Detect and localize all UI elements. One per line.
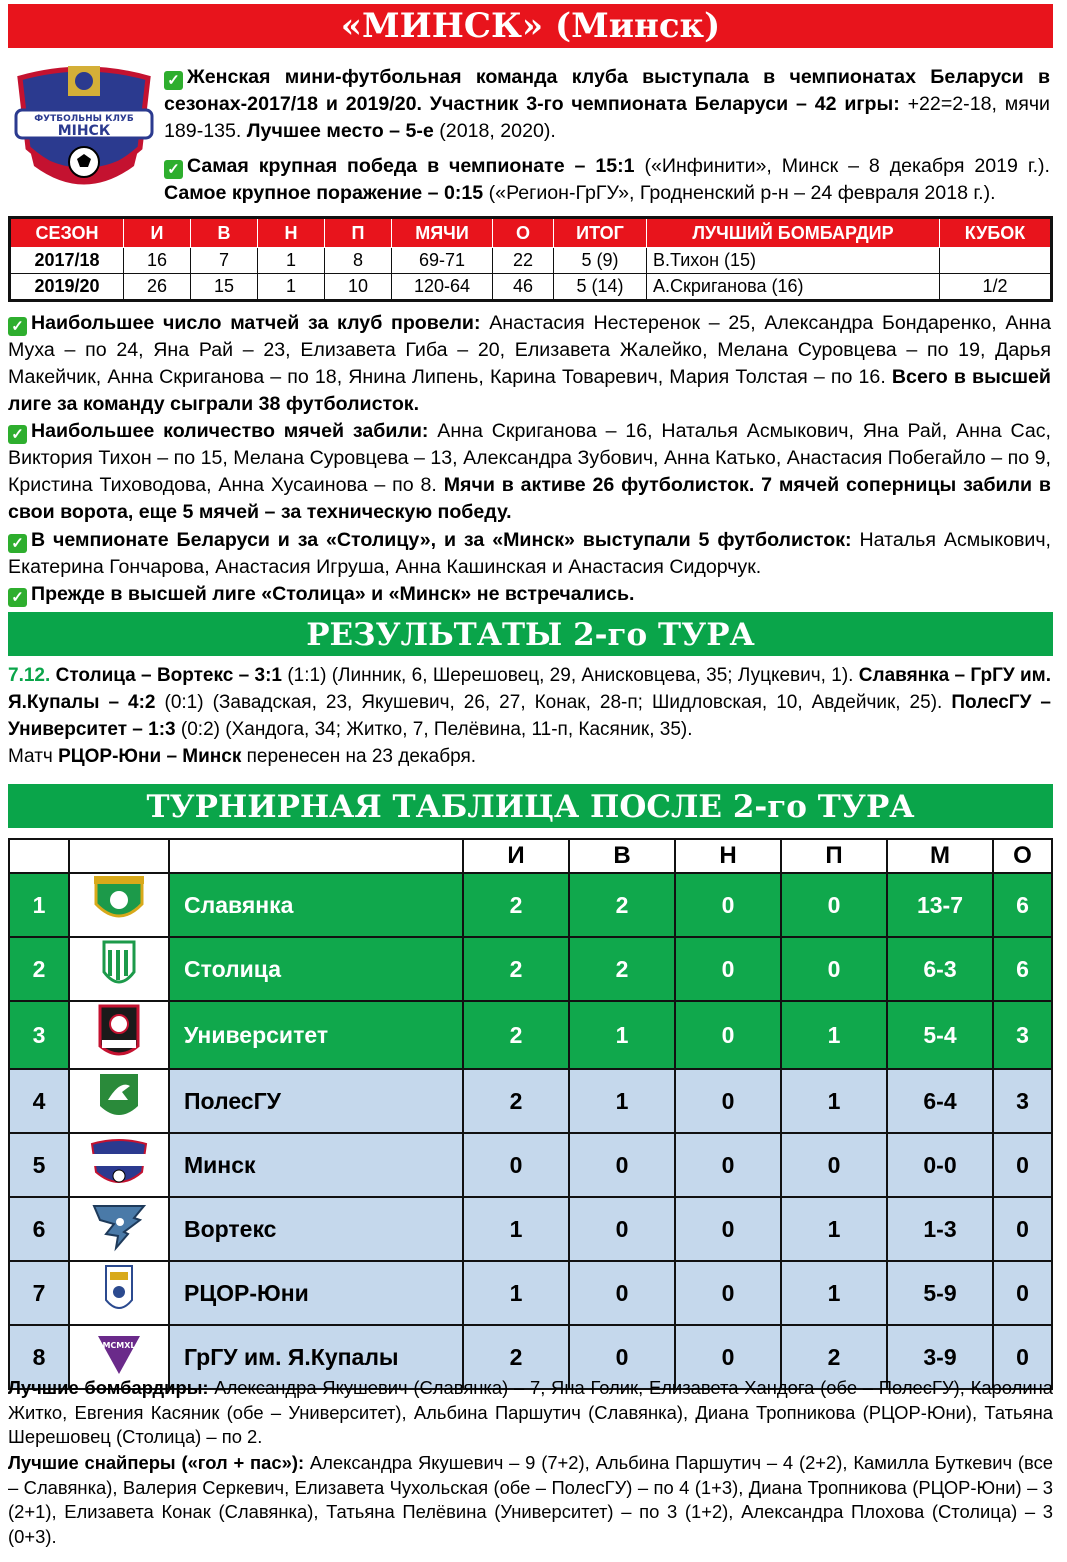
fact-first-meeting: ✓ Прежде в высшей лиге «Столица» и «Минск» не встречались. <box>8 581 1051 608</box>
table-row: 1 Славянка 2 2 0 0 13-7 6 <box>9 873 1052 937</box>
svg-text:MCMXL: MCMXL <box>102 1341 136 1350</box>
table-row: 2017/18 16 7 1 8 69-71 22 5 (9) В.Тихон (15) <box>10 248 1052 274</box>
slavyanka-logo <box>84 874 154 930</box>
fact-goals: ✓ Наибольшее количество мячей забили: Анна Скриганова – 16, Наталья Асмыкович, Яна Рай, Анна Сас, Виктория Тихон – по 15, Мелана Суровцева – 13, Александра Зубович, Анна Катько, Анастасия Побегайло – по 9, Кристина Тиховодова, Анна Хусаинова – по 8. Мячи в активе 26 футболисток. 7 мячей соперницы забили в свои ворота, еще 5 мячей – за техническую победу. <box>8 420 1052 523</box>
vorteks-logo <box>84 1198 154 1254</box>
standings-header: И В Н П М О <box>9 839 1052 873</box>
checkmark-icon: ✓ <box>8 425 27 444</box>
table-row: 5 Минск 0 0 0 0 0-0 0 <box>9 1133 1052 1197</box>
universitet-logo <box>84 1002 154 1062</box>
checkmark-icon: ✓ <box>8 588 27 607</box>
intro-paragraph-2: ✓ Самая крупная победа в чемпионате – 15:1 («Инфинити», Минск – 8 декабря 2019 г.). Самое крупное поражение – 0:15 («Регион-ГрГУ», Гродненский р-н – 24 февраля 2018 г.). <box>164 155 1050 204</box>
minsk-club-logo <box>10 58 158 196</box>
table-row: 7 РЦОР-Юни 1 0 0 1 5-9 0 <box>9 1261 1052 1325</box>
grgu-logo <box>84 1326 154 1382</box>
table-row: 4 ПолесГУ 2 1 0 1 6-4 3 <box>9 1069 1052 1133</box>
table-row: 6 Вортекс 1 0 0 1 1-3 0 <box>9 1197 1052 1261</box>
checkmark-icon: ✓ <box>164 71 183 90</box>
standings-table <box>8 838 1053 1390</box>
results-title: РЕЗУЛЬТАТЫ 2-го ТУРА <box>8 612 1053 656</box>
table-row: 2019/20 26 15 1 10 120-64 46 5 (14) А.Скриганова (16) 1/2 <box>10 274 1052 301</box>
polesgu-logo <box>84 1070 154 1126</box>
svg-text:ФУТБОЛЬНЫ КЛУБ: ФУТБОЛЬНЫ КЛУБ <box>34 114 134 124</box>
fact-common-players: ✓ В чемпионате Беларуси и за «Столицу», и за «Минск» выступали 5 футболисток: Наталья Асмыкович, Екатерина Гончарова, Анастасия Игруша, Анна Кашинская и Анастасия Сидорчук. <box>8 529 1051 578</box>
checkmark-icon: ✓ <box>8 534 27 553</box>
table-row: 3 Университет 2 1 0 1 5-4 3 <box>9 1001 1052 1069</box>
results-text: 7.12. Столица – Вортекс – 3:1 (1:1) (Линник, 6, Шерешовец, 29, Анисковцева, 35; Луцкевич, 1). Славянка – ГрГУ им. Я.Купалы – 4:2 (0:1) (Завадская, 23, Якушевич, 26, 27, Конак, 28-п; Шидловская, 10, Авдейчик, 25). ПолесГУ – Университет – 1:3 (0:2) (Хандога, 34; Житко, 7, Пелёвина, 11-п, Касяник, 35). Матч РЦОР-Юни – Минск перенесен на 23 декабря. <box>8 665 1052 767</box>
top-assists: Лучшие снайперы («гол + пас»): Александра Якушевич – 9 (7+2), Альбина Паршутич – 4 (2+2), Камилла Буткевич (все – Славянка), Валерия Серкевич, Елизавета Чухольская (обе – ПолесГУ) – по 4 (1+3), Диана Тропникова (РЦОР-Юни) – 3 (2+1), Елизавета Конак (Славянка), Татьяна Пелёвина (Университет) – по 3 (1+2), Александра Плохова (Столица) – 3 (0+3). <box>8 1452 1053 1547</box>
top-scorers: Лучшие бомбардиры: Александра Якушевич (Славянка) – 7, Яна Голик, Елизавета Хандога (обе – ПолесГУ), Каролина Житко, Евгения Касяник (обе – Университет), Альбина Паршутич (Славянка), Диана Тропникова (РЦОР-Юни), Татьяна Шерешовец (Столица) – по 2. <box>8 1377 1053 1447</box>
page-title: «МИНСК» (Минск) <box>8 4 1053 48</box>
rtsor-logo <box>84 1262 154 1318</box>
checkmark-icon: ✓ <box>8 317 27 336</box>
fact-matches: ✓ Наибольшее число матчей за клуб провели: Анастасия Нестеренок – 25, Александра Бондаренко, Анна Муха – по 24, Яна Рай – 23, Елизавета Гиба – 20, Елизавета Жалейко, Мелана Суровцева – по 19, Дарья Макейчик, Анна Скриганова – по 18, Янина Липень, Карина Товаревич, Мария Толстая – по 16. Всего в высшей лиге за команду сыграли 38 футболисток. <box>8 312 1051 415</box>
table-row: 8 MCMXL ГрГУ им. Я.Купалы 2 0 0 2 3-9 0 <box>9 1325 1052 1389</box>
table-row: 2 Столица 2 2 0 0 6-3 6 <box>9 937 1052 1001</box>
season-table <box>8 216 1053 302</box>
minsk-logo <box>84 1134 154 1190</box>
season-table-header: СЕЗОН И В Н П МЯЧИ О ИТОГ ЛУЧШИЙ БОМБАРДИР КУБОК <box>10 218 1052 248</box>
svg-text:МІНСК: МІНСК <box>57 123 111 139</box>
checkmark-icon: ✓ <box>164 160 183 179</box>
intro-paragraph-1: ✓ Женская мини-футбольная команда клуба выступала в чемпионатах Беларуси в сезонах-2017/18 и 2019/20. Участник 3-го чемпионата Беларуси – 42 игры: +22=2-18, мячи 189-135. Лучшее место – 5-е (2018, 2020). <box>164 66 1050 142</box>
stolitsa-logo <box>84 938 154 994</box>
standings-title: ТУРНИРНАЯ ТАБЛИЦА ПОСЛЕ 2-го ТУРА <box>8 784 1053 828</box>
